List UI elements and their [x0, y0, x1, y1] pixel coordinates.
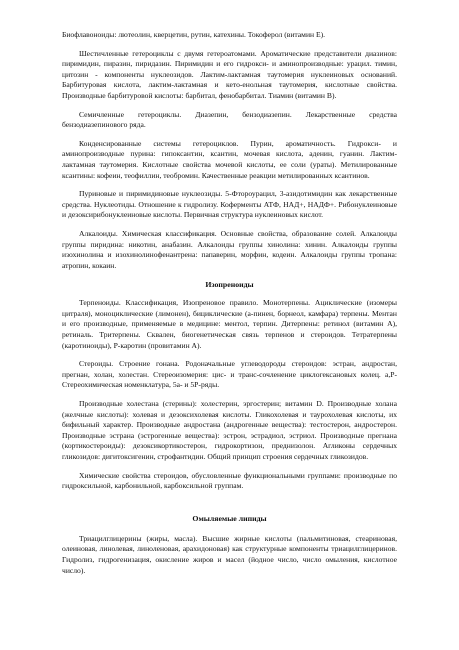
section-heading-isoprenoids: Изопреноиды	[205, 280, 254, 290]
section-heading-saponifiable-lipids: Омыляемые липиды	[192, 513, 267, 523]
paragraph-condensed-heterocycles: Конденсированные системы гетероциклов. Пурин, ароматичность. Гидрокси- и аминопроизводные пурина: гипоксантин, ксантин, мочевая кислота, аденин, гуанин. Лактим-лактамная таутомерия. Кислотные свойства мочевой кислоты, ее соли (ураты). Метилированные ксантины: кофеин, теофиллин, теобромин. Качественные реакции метилированных ксантинов.	[62, 138, 397, 180]
paragraph-steroid-chemical-properties: Химические свойства стероидов, обусловленные функциональными группами: производные по гидроксильной, карбонильной, карбоксильной группам.	[62, 470, 397, 491]
paragraph-terpenoids: Терпеноиды. Классификация, Изопреновое правило. Монотерпены. Ациклические (изомеры цитраля), моноциклические (лимонен), бициклические (а-пинен, борнеол, камфара) терпены. Ментан и его производные, применяемые в медицине: ментол, терпин. Дитерпены: ретинол (витамин А), ретиналь. Тритерпены. Сквален, биогенетическая связь терпенов и стероидов. Тетратерпены (каротиноиды), Р-каротин (провитамин А).	[62, 298, 397, 350]
paragraph-triacylglycerols: Триацилглицерины (жиры, масла). Высшие жирные кислоты (пальмитиновая, стеариновая, олеиновая, линолевая, линоленовая, арахидоновая) как структурные компоненты триацилглицеринов. Гидролиз, гидрогенизация, окисление жиров и масел (йодное число, число омыления, кислотное число).	[62, 533, 397, 575]
paragraph-cholestane-derivatives: Производные холестана (стерины): холестерин, эргостерин; витамин D. Производные холана (желчные кислоты): холевая и дезоксихолевая кислоты. Гликохолевая и таурохолевая кислоты, их бифильный характер. Производные андростана (андрогенные вещества): тестостерон, андростерон. Производные эстрана (эстрогенные вещества): эстрон, эстрадиол, эстриол. Производные прегнана (кортикостероиды): дезоксикортикостерон, гидрокортизон, преднизолон. Агликоны сердечных гликозидов: дигитоксигенин, строфантидин. Общий принцип строения сердечных гликозидов.	[62, 399, 397, 461]
paragraph-nucleosides: Пуриновые и пиримидиновые нуклеозиды. 5-Фтороурацил, 3-азидотимидин как лекарственные средства. Нуклеотиды. Отношение к гидролизу. Коферменты АТФ, НАД+, НАДФ+. Рибонуклеиновые и дезоксирибонуклеиновые кислоты. Первичная структура нуклеиновых кислот.	[62, 189, 397, 220]
paragraph-steroids: Стероиды. Строение гонана. Родоначальные углеводороды стероидов: эстран, андростан, прегнан, холан, холестан. Стереоизомерия: цис- и транс-сочленение циклогексановых колец. а,Р-Стереохимическая номенклатура, 5а- и 5Р-ряды.	[62, 359, 397, 390]
paragraph-bioflavonoids: Биофлавоноиды: лютеолин, кверцетин, рутин, катехины. Токоферол (витамин Е).	[62, 30, 326, 39]
paragraph-six-membered-heterocycles: Шестичленные гетероциклы с двумя гетероатомами. Ароматические представители диазинов: пиримидин, пиразин, пиридазин. Пиримидин и его гидрокси- и аминопроизводные: урацил. тимин, цитозин - компоненты нуклеозидов. Лактим-лактамная таутомерия нуклеиновых оснований. Барбитуровая кислота, лактим-лактамная и кето-енольная таутомерия, кислотные свойства. Производные барбитуровой кислоты: барбитал, фенобарбитал. Тиамин (витамин В).	[62, 48, 397, 100]
paragraph-alkaloids: Алкалоиды. Химическая классификация. Основные свойства, образование солей. Алкалоиды группы пиридина: никотин, анабазин. Алкалоиды группы хинолина: хинин. Алкалоиды группы изохинолина и изохинолинофенантрена: папаверин, морфин, кодеин. Алкалоиды группы тропана: атропин, кокаин.	[62, 228, 397, 270]
paragraph-seven-membered-heterocycles: Семичленные гетероциклы. Диазепин, бензодиазепин. Лекарственные средства бензодиазепинового ряда.	[62, 109, 397, 130]
